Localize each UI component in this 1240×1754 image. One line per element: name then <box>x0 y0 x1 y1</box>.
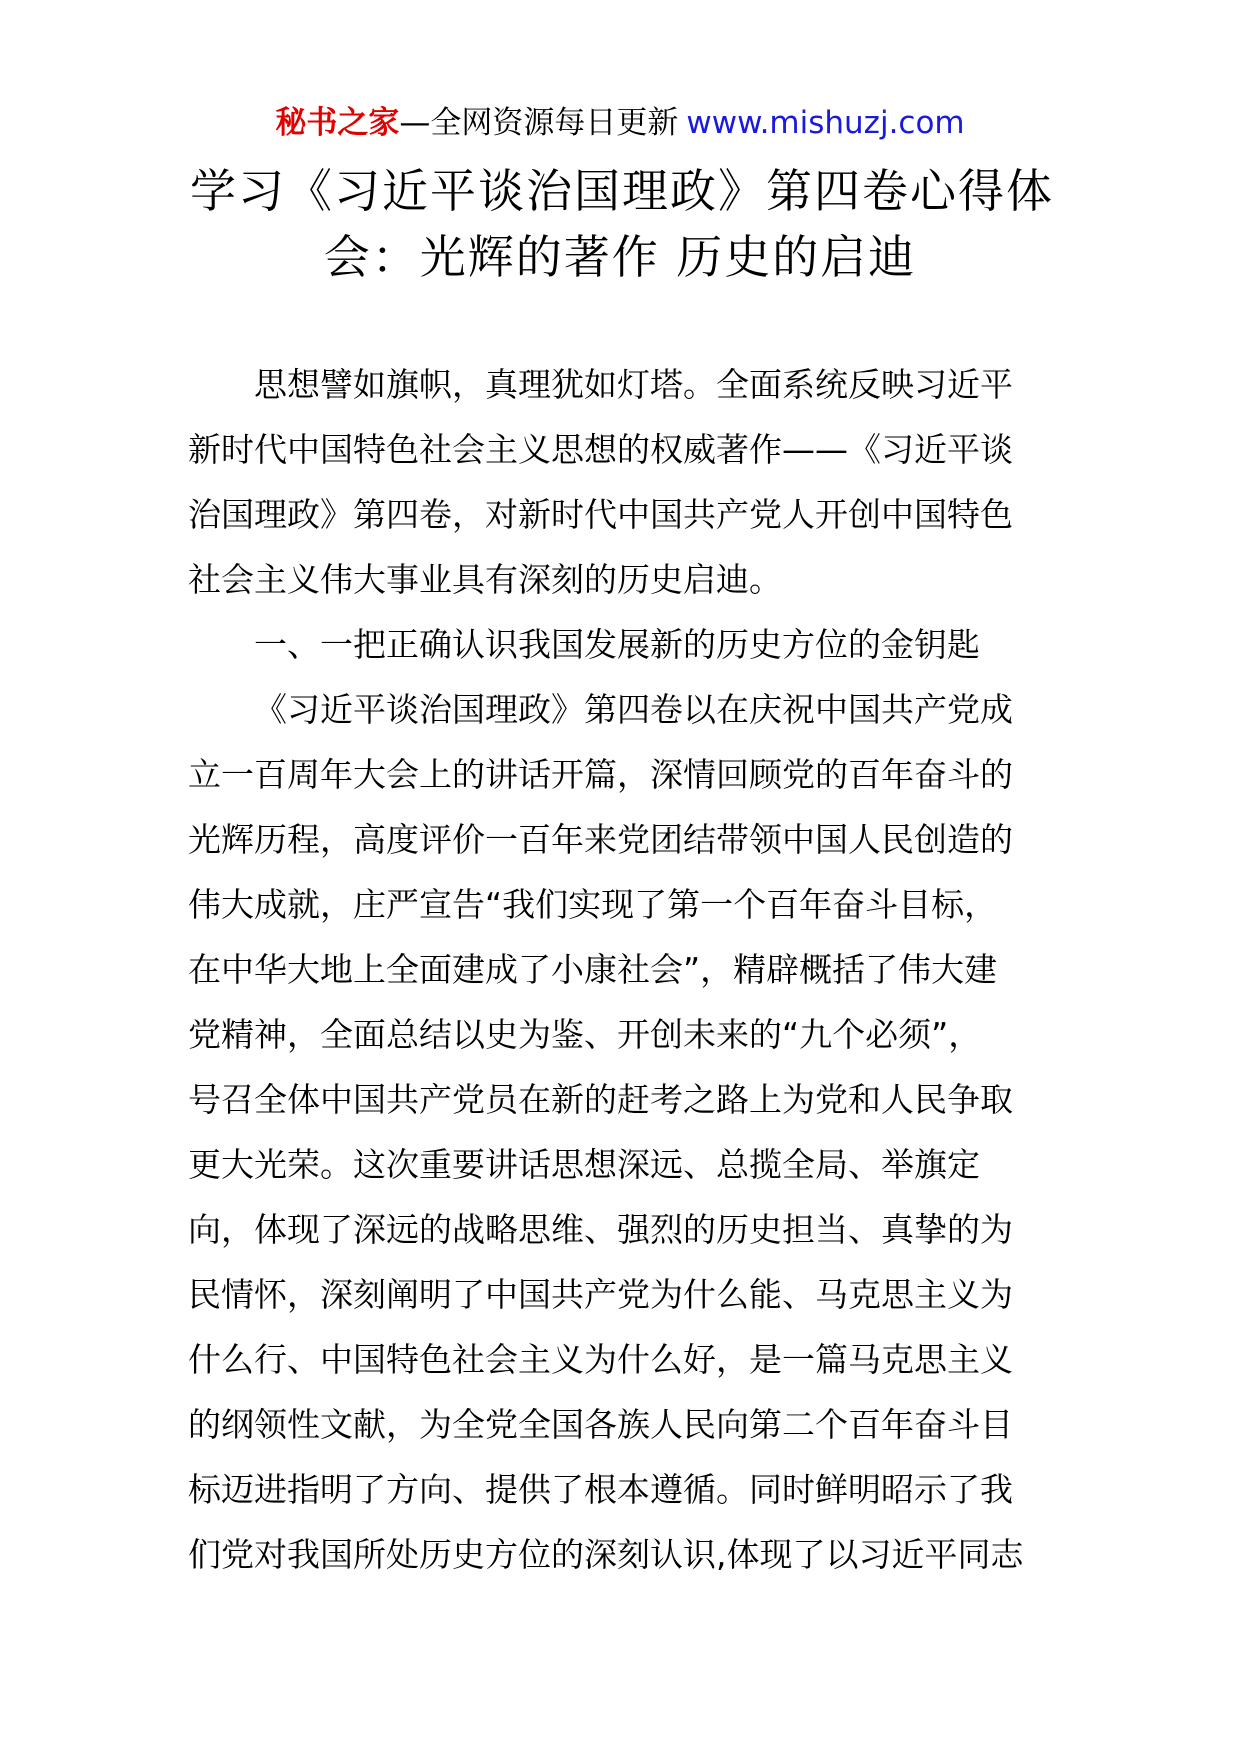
paragraph-line: 什么行、中国特色社会主义为什么好，是一篇马克思主义 <box>188 1340 1013 1379</box>
header-tagline: —全网资源每日更新 <box>399 105 679 141</box>
paragraph-line: 治国理政》第四卷，对新时代中国共产党人开创中国特色 <box>188 495 1013 534</box>
paragraph-line: 社会主义伟大事业具有深刻的历史启迪。 <box>188 560 782 599</box>
paragraph-line: 更大光荣。这次重要讲话思想深远、总揽全局、举旗定 <box>188 1145 980 1184</box>
paragraph-line: 标迈进指明了方向、提供了根本遵循。同时鲜明昭示了我 <box>188 1470 1013 1509</box>
paragraph-line: 民情怀，深刻阐明了中国共产党为什么能、马克思主义为 <box>188 1275 1013 1314</box>
site-url-link[interactable]: www.mishuzj.com <box>686 105 965 141</box>
paragraph-line: 号召全体中国共产党员在新的赶考之路上为党和人民争取 <box>188 1080 1013 1119</box>
paragraph-line: 伟大成就，庄严宣告“我们实现了第一个百年奋斗目标， <box>188 885 998 924</box>
brand-name: 秘书之家 <box>275 105 400 141</box>
title-line-1: 学习《习近平谈治国理政》第四卷心得体 <box>190 164 1054 218</box>
paragraph-line: 思想譬如旗帜，真理犹如灯塔。全面系统反映习近平 <box>254 365 1013 404</box>
paragraph-line: 立一百周年大会上的讲话开篇，深情回顾党的百年奋斗的 <box>188 755 1013 794</box>
section-heading: 一、一把正确认识我国发展新的历史方位的金钥匙 <box>254 625 980 664</box>
paragraph-line: 们党对我国所处历史方位的深刻认识,体现了以习近平同志 <box>188 1535 1024 1574</box>
paragraph-line: 向，体现了深远的战略思维、强烈的历史担当、真挚的为 <box>188 1210 1013 1249</box>
paragraph-line: 在中华大地上全面建成了小康社会”，精辟概括了伟大建 <box>188 950 998 989</box>
paragraph-line: 的纲领性文献，为全党全国各族人民向第二个百年奋斗目 <box>188 1405 1013 1444</box>
site-header <box>0 100 1240 146</box>
paragraph-line: 新时代中国特色社会主义思想的权威著作——《习近平谈 <box>188 430 1013 469</box>
title-line-2: 会：光辉的著作 历史的启迪 <box>323 230 917 284</box>
paragraph-line: 光辉历程，高度评价一百年来党团结带领中国人民创造的 <box>188 820 1013 859</box>
paragraph-line: 《习近平谈治国理政》第四卷以在庆祝中国共产党成 <box>254 690 1013 729</box>
document-body <box>188 352 1058 1587</box>
document-title <box>190 158 1054 290</box>
paragraph-line: 党精神，全面总结以史为鉴、开创未来的“九个必须”， <box>188 1015 982 1054</box>
